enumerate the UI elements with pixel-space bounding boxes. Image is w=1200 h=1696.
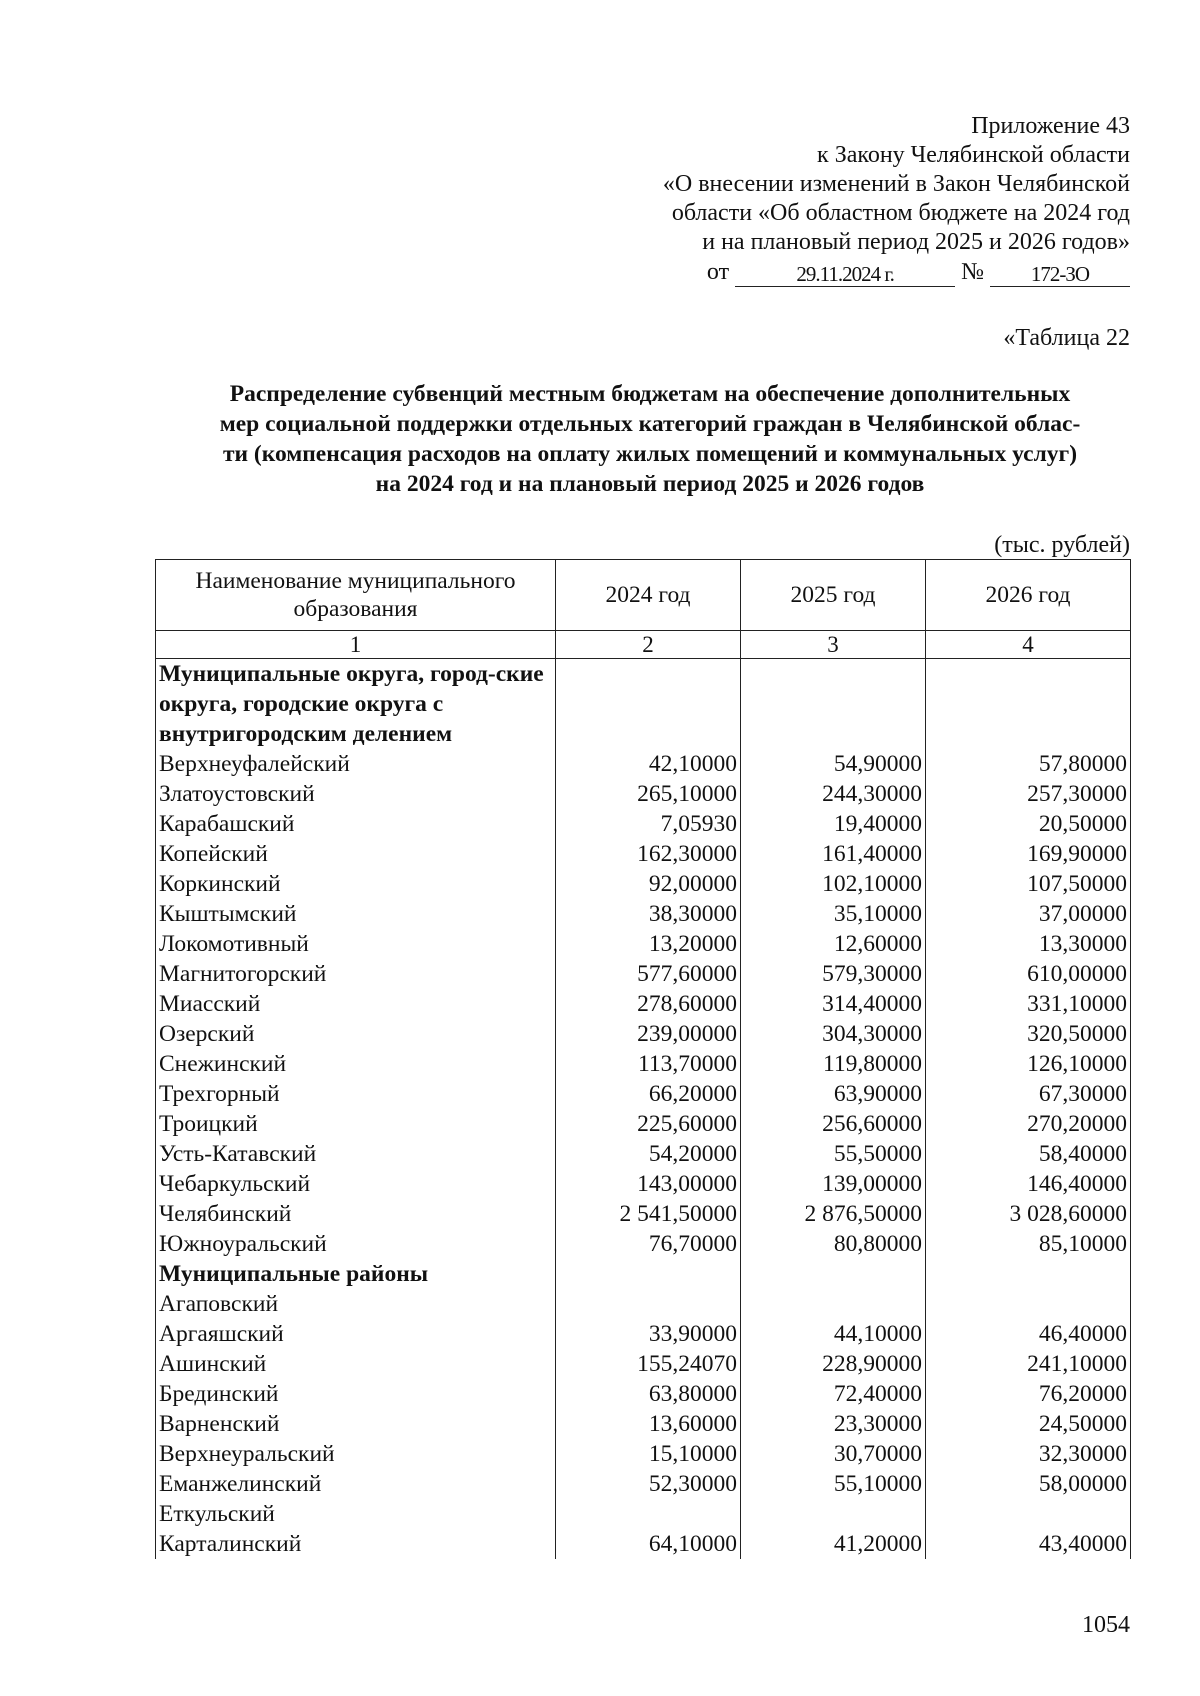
value-2025: 12,60000 — [741, 929, 926, 959]
value-2024: 2 541,50000 — [556, 1199, 741, 1229]
value-2024: 15,10000 — [556, 1439, 741, 1469]
value-2025: 80,80000 — [741, 1229, 926, 1259]
value-2025: 139,00000 — [741, 1169, 926, 1199]
value-2026: 270,20000 — [926, 1109, 1131, 1139]
value-2024: 92,00000 — [556, 869, 741, 899]
value-2025: 314,40000 — [741, 989, 926, 1019]
value-2025: 579,30000 — [741, 959, 926, 989]
value-2025: 161,40000 — [741, 839, 926, 869]
value-2024: 13,60000 — [556, 1409, 741, 1439]
municipality-name: Ашинский — [156, 1349, 556, 1379]
value-2026 — [926, 1499, 1131, 1529]
table-row — [156, 1229, 1131, 1259]
value-2025: 19,40000 — [741, 809, 926, 839]
value-2026 — [926, 1289, 1131, 1319]
section-row — [156, 1259, 1131, 1289]
value-2024: 278,60000 — [556, 989, 741, 1019]
value-2024: 54,20000 — [556, 1139, 741, 1169]
section-row — [156, 659, 1131, 750]
value-2025: 256,60000 — [741, 1109, 926, 1139]
value-2025 — [741, 1259, 926, 1289]
table-row — [156, 1529, 1131, 1559]
municipality-name: Аргаяшский — [156, 1319, 556, 1349]
value-2026: 241,10000 — [926, 1349, 1131, 1379]
municipality-name: Коркинский — [156, 869, 556, 899]
value-2025: 54,90000 — [741, 749, 926, 779]
value-2026: 58,00000 — [926, 1469, 1131, 1499]
value-2026: 20,50000 — [926, 809, 1131, 839]
value-2024 — [556, 1499, 741, 1529]
value-2026: 13,30000 — [926, 929, 1131, 959]
value-2026: 331,10000 — [926, 989, 1131, 1019]
municipality-name: Усть-Катавский — [156, 1139, 556, 1169]
table-row — [156, 1499, 1131, 1529]
table-row — [156, 1439, 1131, 1469]
value-2024: 42,10000 — [556, 749, 741, 779]
value-2024: 155,24070 — [556, 1349, 741, 1379]
title-line: ти (компенсация расходов на оплату жилых помещений и коммунальных услуг) — [222, 441, 1078, 467]
subsidies-table — [155, 559, 1131, 1559]
value-2026: 146,40000 — [926, 1169, 1131, 1199]
municipality-name: Озерский — [156, 1019, 556, 1049]
section-title: Муниципальные округа, город-ские округа, городские округа с внутригородским делением — [156, 659, 556, 750]
value-2024: 64,10000 — [556, 1529, 741, 1559]
appendix-line: «О внесении изменений в Закон Челябинской — [662, 171, 1130, 197]
value-2024: 162,30000 — [556, 839, 741, 869]
units-note: (тыс. рублей) — [994, 532, 1130, 558]
value-2025: 228,90000 — [741, 1349, 926, 1379]
value-2025: 63,90000 — [741, 1079, 926, 1109]
municipality-name: Снежинский — [156, 1049, 556, 1079]
header-row — [156, 560, 1131, 631]
value-2026: 24,50000 — [926, 1409, 1131, 1439]
table-row — [156, 1139, 1131, 1169]
municipality-name: Карталинский — [156, 1529, 556, 1559]
value-2024: 7,05930 — [556, 809, 741, 839]
value-2024: 113,70000 — [556, 1049, 741, 1079]
municipality-name: Локомотивный — [156, 929, 556, 959]
table-row — [156, 1289, 1131, 1319]
value-2024: 265,10000 — [556, 779, 741, 809]
municipality-name: Челябинский — [156, 1199, 556, 1229]
table-row — [156, 1469, 1131, 1499]
value-2026: 126,10000 — [926, 1049, 1131, 1079]
table-row — [156, 1319, 1131, 1349]
value-2024 — [556, 1289, 741, 1319]
from-label: от — [706, 259, 730, 285]
table-row — [156, 1409, 1131, 1439]
value-2025: 55,50000 — [741, 1139, 926, 1169]
law-number: 172-ЗО — [990, 262, 1130, 287]
municipality-name: Карабашский — [156, 809, 556, 839]
value-2024: 33,90000 — [556, 1319, 741, 1349]
table-row — [156, 1109, 1131, 1139]
appendix-line: области «Об областном бюджете на 2024 год — [671, 200, 1130, 226]
value-2026: 107,50000 — [926, 869, 1131, 899]
appendix-header — [570, 112, 1130, 287]
value-2024: 63,80000 — [556, 1379, 741, 1409]
title-line: Распределение субвенций местным бюджетам на обеспечение дополнительных — [229, 381, 1071, 407]
table-row — [156, 1169, 1131, 1199]
value-2026: 57,80000 — [926, 749, 1131, 779]
number-label: № — [961, 259, 984, 285]
value-2026 — [926, 659, 1131, 750]
table-row — [156, 869, 1131, 899]
column-index-row — [156, 631, 1131, 659]
value-2024: 225,60000 — [556, 1109, 741, 1139]
municipality-name: Трехгорный — [156, 1079, 556, 1109]
value-2026: 37,00000 — [926, 899, 1131, 929]
table-row — [156, 809, 1131, 839]
municipality-name: Верхнеуральский — [156, 1439, 556, 1469]
value-2025: 44,10000 — [741, 1319, 926, 1349]
table-row — [156, 959, 1131, 989]
table-row — [156, 1349, 1131, 1379]
value-2024: 143,00000 — [556, 1169, 741, 1199]
page-number: 1054 — [1082, 1612, 1130, 1638]
column-index: 3 — [741, 631, 926, 659]
table-row — [156, 989, 1131, 1019]
column-index: 1 — [156, 631, 556, 659]
value-2026 — [926, 1259, 1131, 1289]
appendix-line: Приложение 43 — [971, 113, 1130, 139]
value-2025: 119,80000 — [741, 1049, 926, 1079]
table-body — [156, 659, 1131, 1560]
value-2025: 23,30000 — [741, 1409, 926, 1439]
value-2025: 35,10000 — [741, 899, 926, 929]
table-row — [156, 1019, 1131, 1049]
appendix-line: и на плановый период 2025 и 2026 годов» — [702, 229, 1130, 255]
title-line: на 2024 год и на плановый период 2025 и 2026 годов — [375, 471, 925, 497]
value-2026: 32,30000 — [926, 1439, 1131, 1469]
law-date: 29.11.2024 г. — [735, 262, 955, 287]
title-line: мер социальной поддержки отдельных категорий граждан в Челябинской облас- — [219, 411, 1081, 437]
value-2024: 13,20000 — [556, 929, 741, 959]
table-row — [156, 779, 1131, 809]
municipality-name: Верхнеуфалейский — [156, 749, 556, 779]
header-2026: 2026 год — [926, 560, 1131, 631]
value-2025 — [741, 1499, 926, 1529]
value-2026: 3 028,60000 — [926, 1199, 1131, 1229]
column-index: 4 — [926, 631, 1131, 659]
header-2025: 2025 год — [741, 560, 926, 631]
table-row — [156, 1079, 1131, 1109]
municipality-name: Еткульский — [156, 1499, 556, 1529]
value-2025: 2 876,50000 — [741, 1199, 926, 1229]
document-title — [160, 379, 1140, 499]
municipality-name: Магнитогорский — [156, 959, 556, 989]
value-2026: 43,40000 — [926, 1529, 1131, 1559]
value-2025: 304,30000 — [741, 1019, 926, 1049]
value-2026: 257,30000 — [926, 779, 1131, 809]
value-2025: 72,40000 — [741, 1379, 926, 1409]
value-2026: 169,90000 — [926, 839, 1131, 869]
municipality-name: Златоустовский — [156, 779, 556, 809]
value-2025: 55,10000 — [741, 1469, 926, 1499]
value-2025 — [741, 659, 926, 750]
table-row — [156, 1379, 1131, 1409]
table-row — [156, 929, 1131, 959]
value-2025 — [741, 1289, 926, 1319]
value-2024 — [556, 659, 741, 750]
table-row — [156, 749, 1131, 779]
value-2026: 85,10000 — [926, 1229, 1131, 1259]
value-2024: 577,60000 — [556, 959, 741, 989]
value-2026: 610,00000 — [926, 959, 1131, 989]
value-2026: 67,30000 — [926, 1079, 1131, 1109]
value-2024 — [556, 1259, 741, 1289]
municipality-name: Копейский — [156, 839, 556, 869]
municipality-name: Миасский — [156, 989, 556, 1019]
appendix-line: к Закону Челябинской области — [817, 142, 1130, 168]
value-2025: 244,30000 — [741, 779, 926, 809]
table-row — [156, 1199, 1131, 1229]
municipality-name: Троицкий — [156, 1109, 556, 1139]
column-index: 2 — [556, 631, 741, 659]
municipality-name: Чебаркульский — [156, 1169, 556, 1199]
value-2025: 41,20000 — [741, 1529, 926, 1559]
value-2024: 239,00000 — [556, 1019, 741, 1049]
value-2024: 76,70000 — [556, 1229, 741, 1259]
header-municipality: Наименование муниципального образования — [156, 560, 556, 631]
section-title: Муниципальные районы — [156, 1259, 556, 1289]
municipality-name: Брединский — [156, 1379, 556, 1409]
table-row — [156, 839, 1131, 869]
value-2024: 52,30000 — [556, 1469, 741, 1499]
value-2026: 46,40000 — [926, 1319, 1131, 1349]
municipality-name: Кыштымский — [156, 899, 556, 929]
value-2025: 30,70000 — [741, 1439, 926, 1469]
table-row — [156, 899, 1131, 929]
value-2024: 38,30000 — [556, 899, 741, 929]
value-2026: 76,20000 — [926, 1379, 1131, 1409]
value-2024: 66,20000 — [556, 1079, 741, 1109]
municipality-name: Южноуральский — [156, 1229, 556, 1259]
value-2025: 102,10000 — [741, 869, 926, 899]
municipality-name: Агаповский — [156, 1289, 556, 1319]
municipality-name: Еманжелинский — [156, 1469, 556, 1499]
header-2024: 2024 год — [556, 560, 741, 631]
value-2026: 58,40000 — [926, 1139, 1131, 1169]
table-row — [156, 1049, 1131, 1079]
table-label: «Таблица 22 — [1003, 325, 1130, 351]
value-2026: 320,50000 — [926, 1019, 1131, 1049]
law-reference — [570, 257, 1130, 287]
municipality-name: Варненский — [156, 1409, 556, 1439]
